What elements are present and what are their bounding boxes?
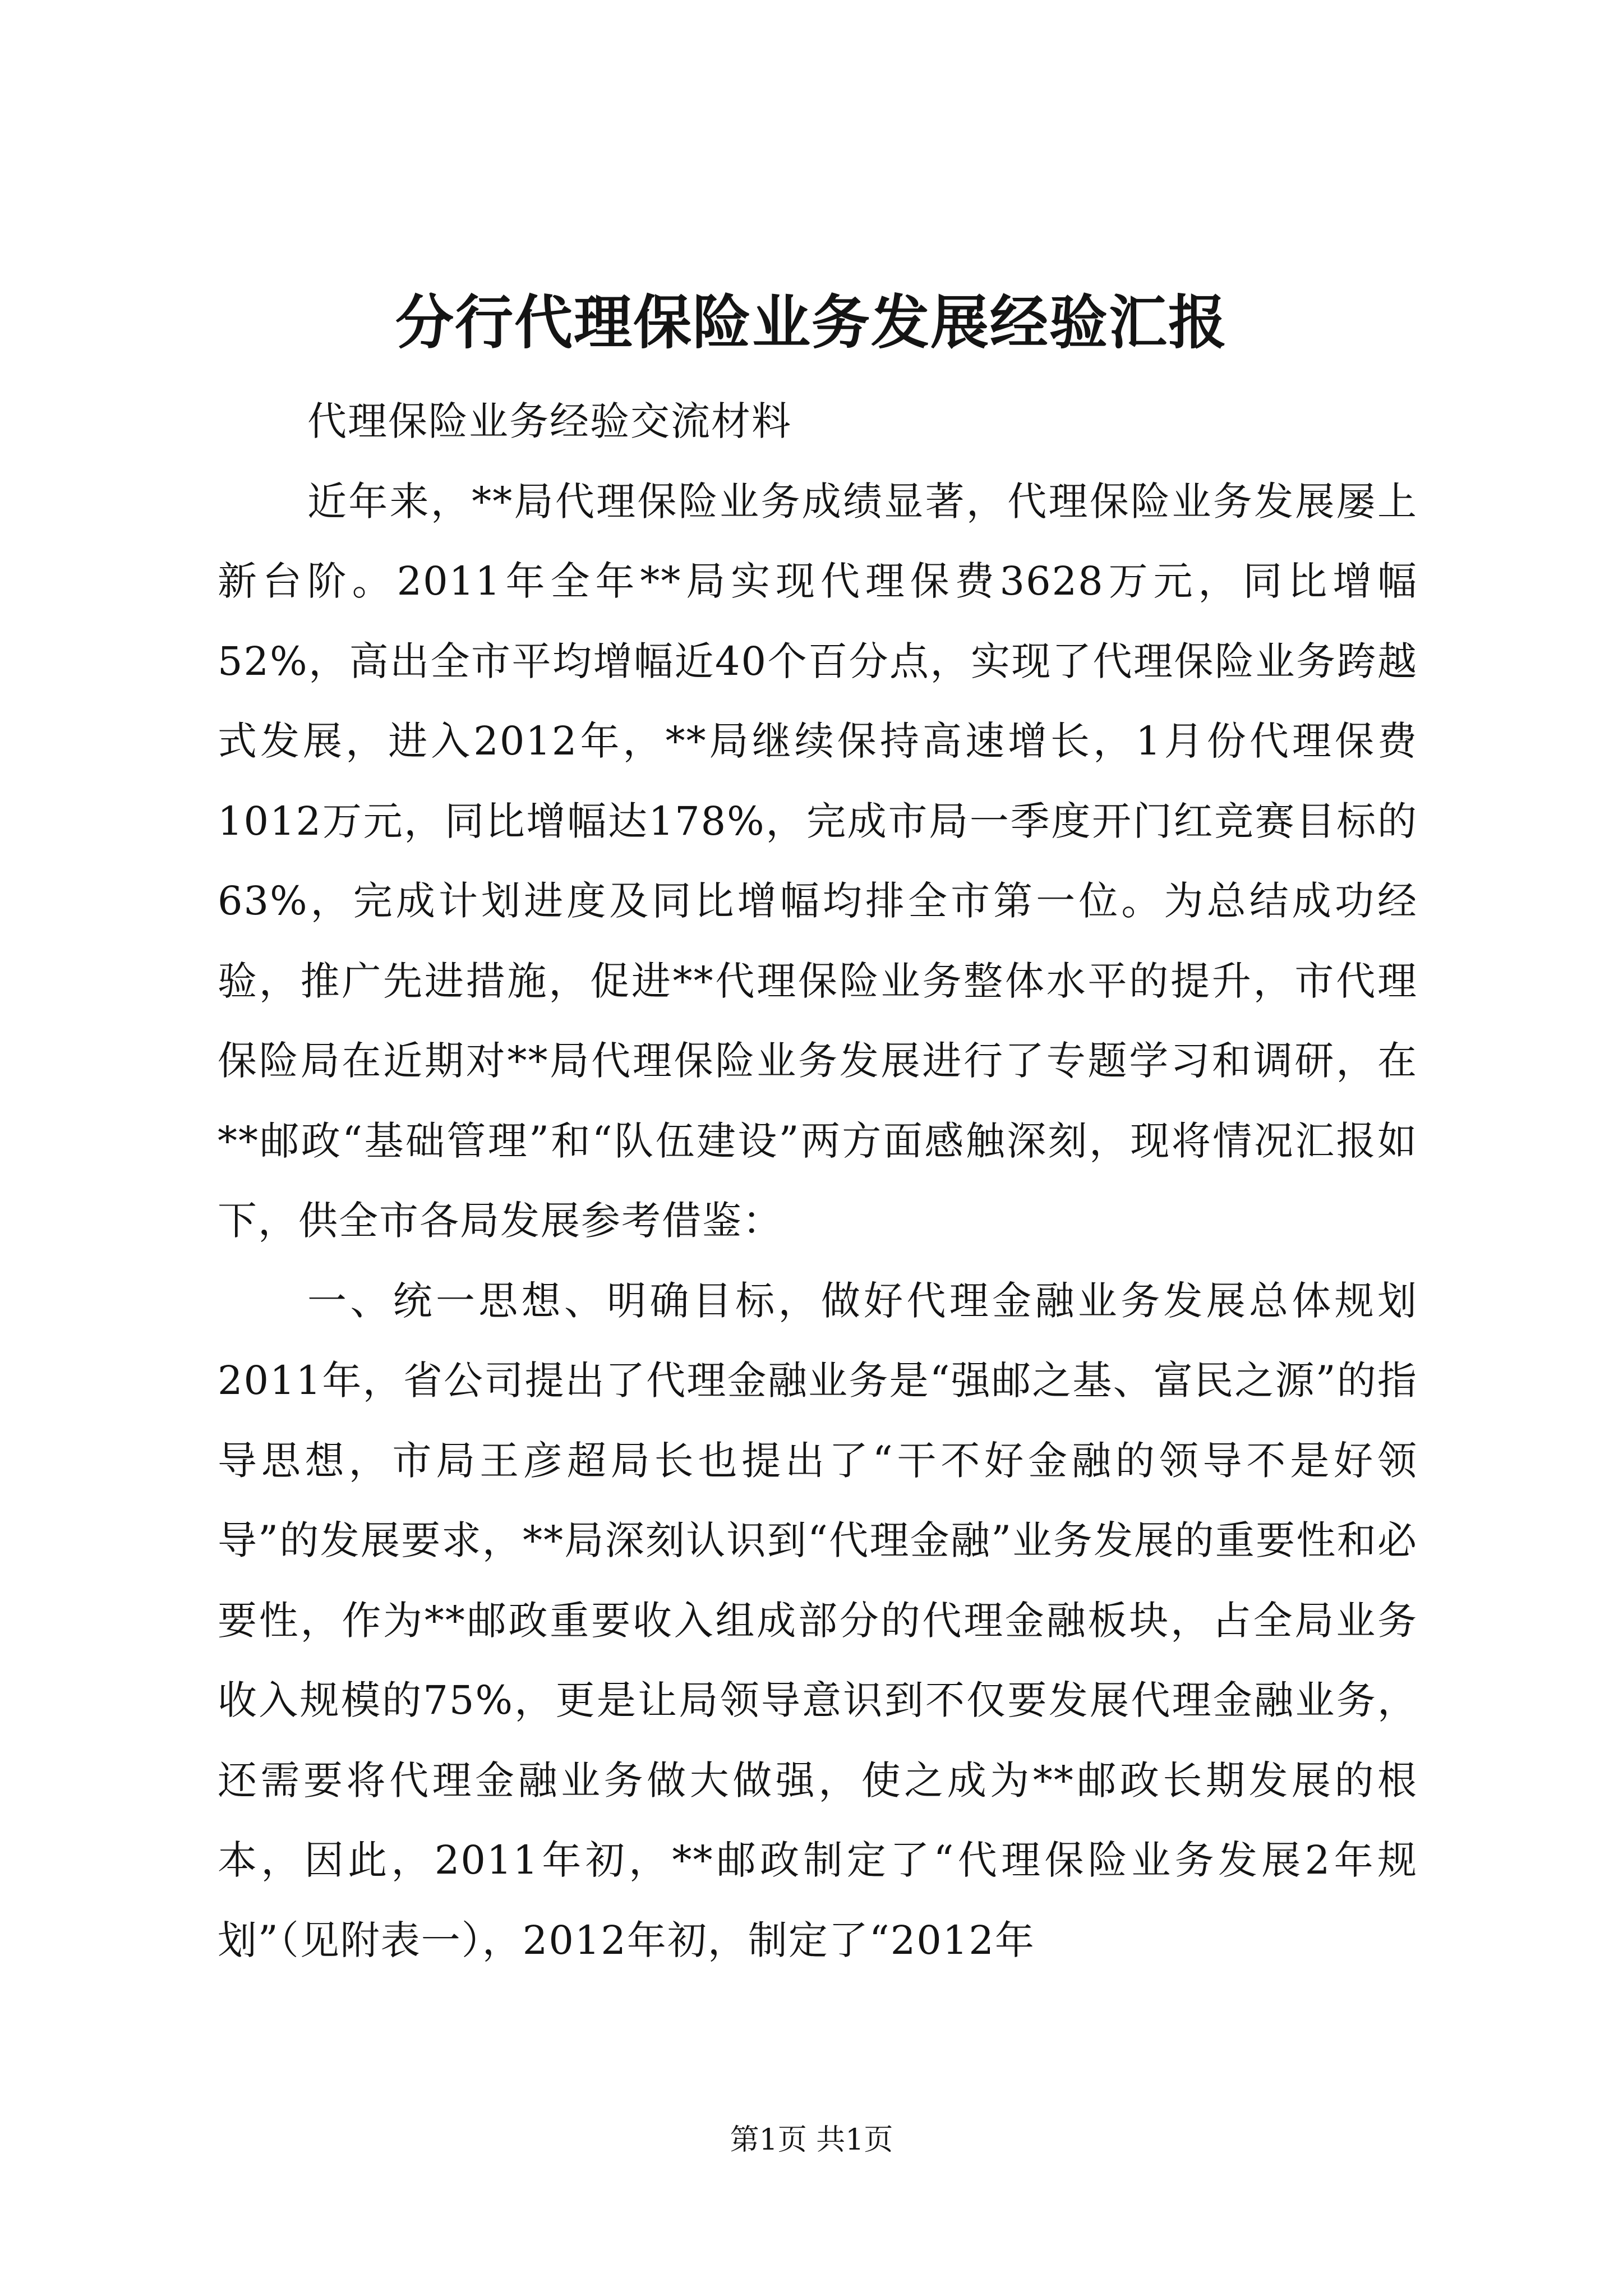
document-title: 分行代理保险业务发展经验汇报 <box>395 288 1228 357</box>
page-footer: 第1页 共1页 <box>730 2123 893 2157</box>
document-subtitle: 代理保险业务经验交流材料 <box>307 398 792 444</box>
body-paragraph-1: 近年来，**局代理保险业务成绩显著，代理保险业务发展屡上新台阶。2011年全年**局实现代理保费3628万元，同比增幅52%，高出全市平均增幅近40个百分点，实现了代理保险业务跨越式发展，进入2012年，**局继续保持高速增长，1月份代理保费1012万元，同比增幅达178%，完成市局一季度开门红竞赛目标的63%，完成计划进度及同比增幅均排全市第一位。为总结成功经验，推广先进措施，促进**代理保险业务整体水平的提升，市代理保险局在近期对**局代理保险业务发展进行了专题学习和调研，在**邮政“基础管理”和“队伍建设”两方面感触深刻，现将情况汇报如下，供全市各局发展参考借鉴： <box>218 478 1418 1244</box>
document-body <box>218 381 1418 1980</box>
body-paragraph-2: 一、统一思想、明确目标，做好代理金融业务发展总体规划2011年，省公司提出了代理金融业务是“强邮之基、富民之源”的指导思想，市局王彦超局长也提出了“干不好金融的领导不是好领导”的发展要求，**局深刻认识到“代理金融”业务发展的重要性和必要性，作为**邮政重要收入组成部分的代理金融板块，占全局业务收入规模的75%，更是让局领导意识到不仅要发展代理金融业务，还需要将代理金融业务做大做强，使之成为**邮政长期发展的根本，因此，2011年初，**邮政制定了“代理保险业务发展2年规划”（见附表一），2012年初，制定了“2012年 <box>218 1277 1418 1963</box>
